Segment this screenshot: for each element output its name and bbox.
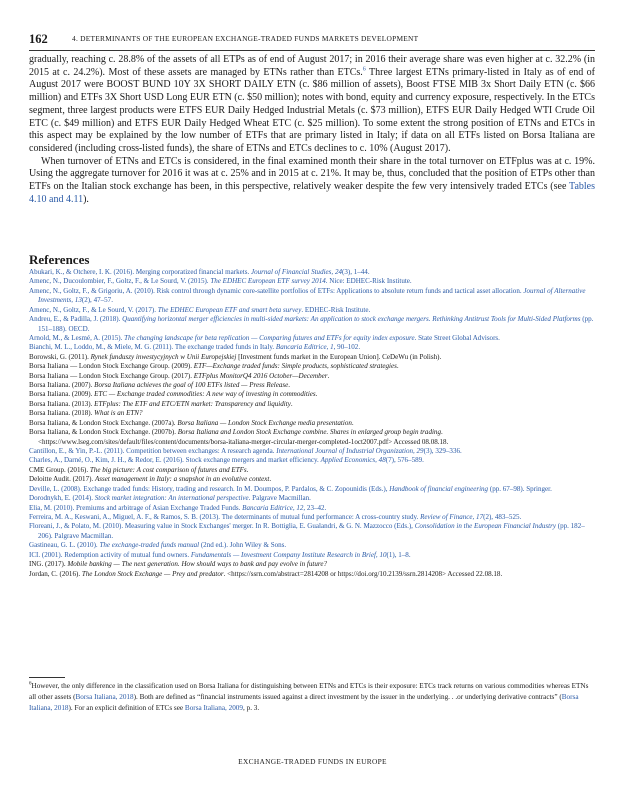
tables-link[interactable]: Tables 4.10 and 4.11 [29, 181, 595, 205]
reference-entry[interactable]: Abukari, K., & Otchere, I. K. (2016). Merging corporatized financial markets. Journal of Financial Studies, 24(3), 1–44. [29, 268, 370, 276]
reference-entry[interactable]: Amenc, N., Ducoulombier, F., Goltz, F., & Le Sourd, V. (2015). The EDHEC European ETF survey 2014. Nice: EDHEC-Risk Institute. [29, 277, 412, 286]
reference-entry: Borsa Italiana. (2009). ETC — Exchange traded commodities: A new way of investing in commodities. [29, 390, 318, 399]
reference-entry: Borsa Italiana, & London Stock Exchange. (2007b). Borsa Italiana and London Stock Exchange combine. Shares in enlarged group begin trading. <https://www.lseg.com/sites/default/files/content/documents/borsa-italiana-merger-circular-merger-completed-1oct2007.pdf> Accessed 08.08.18. [29, 428, 449, 446]
reference-entry[interactable]: Arnold, M., & Lesmé, A. (2015). The changing landscape for beta replication — Comparing futures and ETFs for equity index exposure. State Street Global Advisors. [29, 333, 500, 342]
page-number: 162 [29, 32, 48, 46]
paragraph: When turnover of ETNs and ETCs is considered, in the final examined month their share in the total turnover on ETFplus was at c. 19%. Using the aggregate turnover for 2016 it was at c. 25% and in 2015 at c. 21%. It may be, thus, concluded that the position of ETPs other than ETFs on the Italian stock exchange has been, in this perspective, relatively weaker despite the few very intensively traded ETCs (see Tables 4.10 and 4.11). [29, 155, 595, 205]
footnote-number: 6 [29, 681, 32, 687]
running-header [29, 32, 591, 46]
reference-entry[interactable]: Floreani, J., & Polato, M. (2010). Measuring value in Stock Exchanges' merger. In R. Bottiglia, E. Gualandri, & G. N. Mazzocco (Eds.), Consolidation in the European Financial Industry (pp. 182–206). Palgrave Macmillan. [29, 522, 585, 540]
reference-entry: Borsa Italiana. (2018). What is an ETN? [29, 409, 143, 418]
header-rule [29, 50, 595, 51]
running-title: 4. DETERMINANTS OF THE EUROPEAN EXCHANGE-TRADED FUNDS MARKETS DEVELOPMENT [72, 34, 419, 43]
reference-entry[interactable]: Dorodnykh, E. (2014). Stock market integration: An international perspective. Palgrave Macmillan. [29, 494, 311, 503]
reference-entry[interactable]: Ferreira, M. A., Keswani, A., Miguel, A. F., & Ramos, S. B. (2013). The determinants of mutual fund performance: A cross-country study. Review of Finance, 17(2), 483–525. [29, 512, 522, 521]
reference-entry: Borsa Italiana, & London Stock Exchange. (2007a). Borsa Italiana — London Stock Exchange media presentation. [29, 418, 354, 427]
footnote-citation-link[interactable]: Borsa Italiana, 2018 [29, 693, 579, 712]
footnote-citation-link[interactable]: Borsa Italiana, 2018 [75, 693, 134, 701]
reference-entry: Deloitte Audit. (2017). Asset management in Italy: a snapshot in an evolutive context. [29, 475, 272, 484]
reference-entry[interactable]: Elia, M. (2010). Premiums and arbitrage of Asian Exchange Traded Funds. Bancaria Editrice, 12, 23–42. [29, 503, 327, 512]
reference-entry[interactable]: Andreu, E., & Padilla, J. (2018). Quantifying horizontal merger efficiencies in multi-sided markets: An application to stock exchange mergers. Rethinking Antitrust Tools for Multi-Sided Platforms (pp. 151–188). OECD. [29, 315, 594, 333]
reference-entry[interactable]: Gastineau, G. L. (2010). The exchange-traded funds manual (2nd ed.). John Wiley & Sons. [29, 541, 287, 550]
reference-entry[interactable]: Charles, A., Darné, O., Kim, J. H., & Redor, E. (2016). Stock exchange mergers and market efficiency. Applied Economics, 48(7), 576–589. [29, 456, 424, 465]
reference-entry: Jordan, C. (2016). The London Stock Exchange — Prey and predator. <https://ssrn.com/abstract=2814208 or https://doi.org/10.2139/ssrn.2814208> Accessed 22.08.18. [29, 569, 503, 578]
paragraph: gradually, reaching c. 28.8% of the assets of all ETPs as of end of August 2017; in 2016 their average share was even higher at c. 32.2% (in 2015 at c. 24.2%). Most of these assets are managed by ETNs rather than ETCs.$^6$ Three largest ETNs primary-listed in Italy as of end of August 2017 were BOOST BUND 10Y 3X SHORT DAILY ETN (c. $86 million of assets), Boost FTSE MIB 3x Short Daily ETN (c. $66 million) and ETFs 3X Short USD Long EUR ETN (c. $50 million); notes with bond, equity and currency exposure, respectively. In the ETCs segment, three largest products were ETFS EUR Daily Hedged Industrial Metals (c. $73 million), ETFS EUR Daily Hedged WTI Crude Oil ETC (c. $49 million) and ETFS EUR Daily Hedged Wheat ETC (c. $25 million). To some extent the strong position of ETNs and ETCs in this aspect may be explained by the low number of ETFs that are primary listed in Italy; if data on all ETFs listed on Borsa Italiana are considered (including cross-listed funds), the share of ETNs and ETCs declines to c. 10% (August 2017). [29, 54, 596, 154]
reference-entry: Borsa Italiana — London Stock Exchange Group. (2017). ETFplus MonitorQ4 2016 October—December. [29, 371, 330, 380]
reference-entry: Borowski, G. (2011). Rynek funduszy inwestycyjnych w Unii Europejskiej [Investment funds market in the European Union]. CeDeWu (in Polish). [29, 352, 442, 361]
reference-list [29, 268, 595, 579]
reference-entry[interactable]: Deville, L. (2008). Exchange traded funds: History, trading and research. In M. Doumpos, P. Pardalos, & C. Zopounidis (Eds.), Handbook of financial engineering (pp. 67–98). Springer. [29, 484, 552, 493]
reference-entry: CME Group. (2016). The big picture: A cost comparison of futures and ETFs. [29, 465, 249, 474]
running-footer: EXCHANGE-TRADED FUNDS IN EUROPE [238, 757, 387, 766]
reference-entry[interactable]: Amenc, N., Goltz, F., & Grigoriu, A. (2010). Risk control through dynamic core-satellite portfolios of ETFs: Applications to absolute return funds and tactical asset allocation. Journal of Alternative Investments, 13(2), 47–57. [29, 286, 586, 305]
reference-entry: Borsa Italiana — London Stock Exchange Group. (2009). ETF—Exchange traded funds: Simple products, sophisticated strategies. [29, 362, 399, 371]
footnote-rule [29, 677, 65, 678]
footnote: $^6$However, the only difference in the classification used on Borsa Italiana for distinguishing between ETNs and ETCs is their exposure: ETCs track returns on various commodities whereas ETNs all other assets (Borsa Italiana, 2018). Both are defined as “financial instruments issued against a direct investment by the issuer in the underlying. . .or underlying derivative contracts” (Borsa Italiana, 2018). For an explicit definition of ETCs see Borsa Italiana, 2009, p. 3. [29, 681, 589, 712]
references-heading: References [29, 252, 90, 267]
reference-entry: Borsa Italiana. (2007). Borsa Italiana achieves the goal of 100 ETFs listed — Press Release. [29, 381, 291, 390]
body-text [29, 54, 595, 206]
footnote-citation-link[interactable]: Borsa Italiana, 2009 [184, 704, 243, 712]
footnote-marker[interactable]: 6 [362, 66, 366, 73]
reference-entry[interactable]: Amenc, N., Goltz, F., & Le Sourd, V. (2017). The EDHEC European ETF and smart beta survey. EDHEC-Risk Institute. [29, 305, 371, 314]
reference-entry[interactable]: ICI. (2001). Redemption activity of mutual fund owners. Fundamentals — Investment Company Institute Research in Brief, 10(1), 1–8. [29, 550, 411, 559]
reference-entry[interactable]: Bianchi, M. L., Loddo, M., & Miele, M. G. (2011). The exchange traded funds in Italy. Bancaria Editrice, 1, 90–102. [29, 343, 361, 352]
reference-entry: ING. (2017). Mobile banking — The next generation. How should ways to bank and pay evolve in future? [29, 560, 328, 569]
reference-entry[interactable]: Cantillon, E., & Yin, P.-L. (2011). Competition between exchanges: A research agenda. International Journal of Industrial Organization, 29(3), 329–336. [29, 447, 462, 456]
reference-entry: Borsa Italiana. (2013). ETFplus: The ETF and ETC/ETN market: Transparency and liquidity. [29, 399, 293, 408]
